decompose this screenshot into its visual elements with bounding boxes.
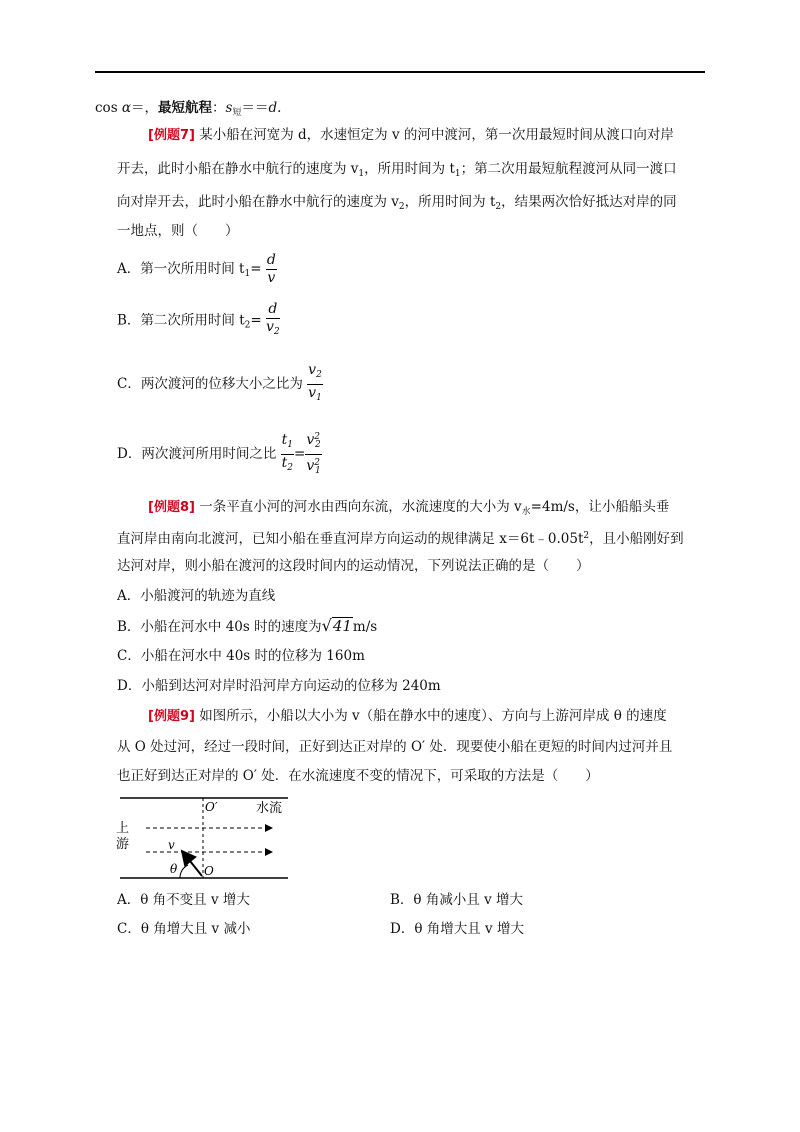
v-label: v: [168, 838, 175, 852]
ex9-option-b: [390, 890, 523, 910]
frac-den: v: [267, 270, 276, 286]
ex7-option-a: [117, 252, 277, 291]
den-sub: 1: [314, 466, 321, 476]
ex9-text-2: 从 O 处过河，经过一段时间，正好到达正对岸的 O′ 处．现要使小船在更短的时间内过河并且: [117, 739, 673, 755]
frac-num: d: [266, 301, 280, 319]
ex7-text-3c: ，结果两次恰好抵达对岸的同: [501, 194, 677, 210]
ex8-option-d: [117, 676, 441, 696]
ex9-opt-b: B．θ 角减小且 v 增大: [390, 892, 524, 908]
ex8-sup: 2: [583, 531, 590, 541]
den-t: t: [281, 455, 288, 471]
formula-line: [95, 98, 281, 123]
fraction-t1-over-t2: [281, 432, 294, 477]
fraction-v2-over-v1: [307, 362, 323, 407]
ex9-opt-c: C．θ 角增大且 v 减小: [117, 921, 251, 937]
ex9-text-1: 如图所示，小船以大小为 v（船在静水中的速度）、方向与上游河岸成 θ 的速度: [199, 708, 667, 724]
ex7-line-2: [117, 159, 677, 184]
ex9-opt-d: D．θ 角增大且 v 增大: [390, 921, 524, 937]
num-sub: 2: [316, 370, 322, 380]
ex9-option-a: [117, 890, 250, 910]
ex8-opt-d: D．小船到达河对岸时沿河岸方向运动的位移为 240m: [117, 678, 441, 694]
ex8-line-1: [148, 497, 669, 522]
ex7-text-2c: ；第二次用最短航程渡河从同一渡口: [460, 161, 677, 177]
frac-den: [305, 455, 321, 480]
s-symbol: s: [225, 100, 233, 116]
option-d-eq: =: [294, 446, 306, 462]
option-a-eq: =: [250, 261, 262, 277]
ex9-opt-a: A．θ 角不变且 v 增大: [117, 892, 250, 908]
option-c-text: C．两次渡河的位移大小之比为: [117, 376, 303, 392]
shortest-path-label: 最短航程: [158, 100, 213, 116]
num-sub: 2: [314, 440, 321, 450]
ex8-option-a: [117, 586, 275, 606]
den-sub: 2: [287, 463, 293, 473]
ex8-opt-a: A．小船渡河的轨迹为直线: [117, 588, 276, 604]
option-b-eq: =: [250, 312, 262, 329]
num-v: v: [308, 362, 317, 378]
ex8-opt-b-a: B．小船在河水中 40s 时的速度为: [117, 619, 322, 635]
theta-arc: [180, 865, 188, 878]
velocity-arrow: [182, 851, 202, 876]
ex8-line-2: [117, 526, 684, 549]
frac-num: [307, 362, 323, 385]
ex8-text-1a: 一条平直小河的河水由西向东流，水流速度的大小为 v: [199, 499, 522, 515]
cos-label: cos: [95, 100, 118, 116]
ex7-option-c: [117, 362, 323, 407]
water-flow-label: 水流: [256, 801, 283, 816]
alpha-symbol: α: [121, 100, 132, 116]
o-prime-label: O′: [205, 800, 218, 814]
o-label: O: [204, 864, 214, 878]
den-v: v: [308, 385, 317, 401]
ex9-line-2: [117, 737, 672, 757]
num-sup: 2: [314, 432, 320, 442]
ex8-text-3: 达河对岸，则小船在渡河的这段时间内的运动情况，下列说法正确的是（ ）: [117, 558, 590, 574]
fraction-d-over-v2: [266, 301, 280, 341]
fraction-v2sq-over-v1sq: [305, 429, 321, 480]
ex8-option-b: [117, 616, 377, 637]
ex9-text-3: 也正好到达正对岸的 O′ 处．在水流速度不变的情况下，可采取的方法是（ ）: [117, 768, 599, 784]
river-diagram: [110, 792, 295, 884]
num-t: t: [281, 432, 288, 448]
den-sup: 2: [314, 458, 320, 468]
ex8-sub: 水: [521, 507, 531, 517]
den-sub: 2: [273, 327, 280, 337]
ex8-text-2b: ，且小船刚好到: [589, 531, 684, 547]
num-sub: 1: [287, 440, 293, 450]
fraction-d-over-v: [266, 252, 277, 287]
eq-sign-2: ＝＝: [241, 100, 269, 116]
ex7-line-4: [117, 221, 239, 241]
ex8-option-c: [117, 646, 365, 666]
frac-den: [307, 385, 323, 407]
sub-1b: 1: [454, 169, 461, 179]
ex8-opt-c: C．小船在河水中 40s 时的位移为 160m: [117, 648, 365, 664]
ex7-line-1: [148, 125, 674, 146]
option-b-sub: 2: [244, 320, 251, 331]
ex7-text-3a: 向对岸开去，此时小船在静水中航行的速度为 v: [117, 194, 399, 210]
ex9-line-1: [148, 706, 667, 727]
ex7-text-3b: ，所用时间为 t: [404, 194, 496, 210]
option-d-text: D．两次渡河所用时间之比: [117, 446, 277, 462]
ex8-opt-b-b: m/s: [352, 619, 378, 635]
den-v: v: [265, 319, 274, 335]
ex7-text-1: 某小船在河宽为 d，水速恒定为 v 的河中渡河，第一次用最短时间从渡口向对岸: [199, 127, 674, 143]
ex7-text-2b: ，所用时间为 t: [364, 161, 455, 177]
option-b-text: B．第二次所用时间 t: [117, 312, 245, 329]
ex7-option-b: [117, 301, 280, 343]
ex7-text-4: 一地点，则（ ）: [117, 223, 239, 239]
ex7-tag: [例题7]: [148, 128, 195, 143]
sub-1: 1: [358, 169, 365, 179]
upstream-label-1: 上: [116, 821, 130, 836]
s-subscript: 短: [232, 108, 242, 118]
header-rule: [95, 71, 705, 73]
eq-sign: ＝，: [131, 100, 159, 116]
theta-label: θ: [170, 862, 178, 876]
sub-2: 2: [398, 202, 405, 212]
den-sub: 1: [316, 393, 322, 403]
ex7-text-2a: 开去，此时小船在静水中航行的速度为 v: [117, 161, 359, 177]
upstream-label-2: 游: [116, 837, 130, 852]
ex8-tag: [例题8]: [148, 500, 195, 515]
sqrt-value: 41: [332, 617, 352, 635]
ex9-line-3: [117, 766, 599, 786]
ex8-line-3: [117, 556, 590, 576]
ex7-option-d: [117, 429, 322, 480]
frac-num: d: [266, 252, 276, 268]
frac-den: [281, 455, 294, 477]
ex9-option-c: [117, 919, 250, 939]
option-a-sub: 1: [244, 269, 251, 279]
sqrt-icon: √: [321, 616, 332, 635]
sub-2b: 2: [495, 202, 502, 212]
frac-den: [266, 319, 280, 341]
den-v: v: [306, 458, 315, 474]
ex9-tag: [例题9]: [148, 709, 195, 724]
colon: ：: [212, 100, 226, 116]
d-symbol: d.: [268, 100, 282, 116]
ex9-option-d: [390, 919, 524, 939]
option-a-text: A．第一次所用时间 t: [117, 261, 245, 277]
num-v: v: [306, 432, 315, 448]
frac-num: [305, 429, 321, 455]
ex7-line-3: [117, 192, 677, 217]
frac-num: [281, 432, 294, 455]
ex8-text-1b: =4m/s，让小船船头垂: [530, 499, 670, 515]
ex8-text-2a: 直河岸由南向北渡河，已知小船在垂直河岸方向运动的规律满足 x＝6t﹣0.05t: [117, 531, 584, 547]
